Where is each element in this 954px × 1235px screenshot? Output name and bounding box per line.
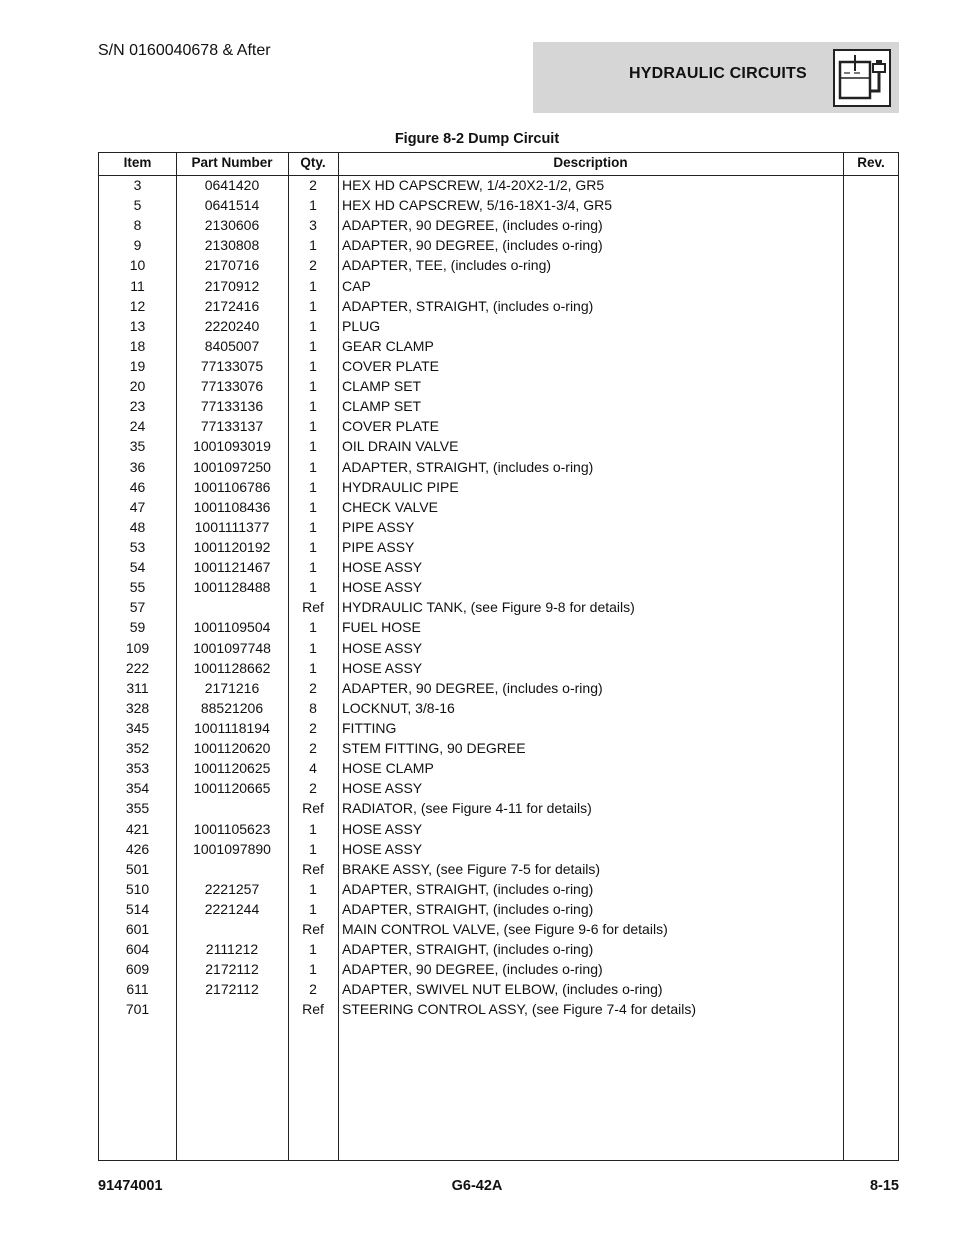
cell-qty: 1: [309, 639, 317, 656]
table-row: [99, 197, 898, 217]
table-row: [99, 438, 898, 458]
cell-description: HOSE ASSY: [342, 820, 423, 837]
cell-part-number: 1001097890: [193, 840, 271, 857]
cell-qty: 2: [309, 257, 317, 274]
cell-item: 355: [125, 800, 150, 817]
cell-qty: 1: [309, 900, 317, 917]
cell-description: BRAKE ASSY, (see Figure 7-5 for details): [342, 860, 601, 877]
cell-item: 353: [125, 760, 150, 777]
cell-item: 53: [129, 538, 146, 555]
hydraulic-tank-icon: [833, 49, 891, 107]
cell-qty: 1: [309, 518, 317, 535]
cell-qty: 2: [309, 719, 317, 736]
cell-qty: 8: [309, 699, 317, 716]
cell-item: 328: [125, 699, 150, 716]
cell-description: HOSE ASSY: [342, 840, 423, 857]
table-row: [99, 237, 898, 257]
cell-part-number: 77133137: [200, 418, 264, 435]
cell-description: MAIN CONTROL VALVE, (see Figure 9-6 for details): [342, 921, 668, 938]
cell-part-number: 1001120625: [193, 760, 271, 777]
cell-description: PLUG: [342, 317, 381, 334]
cell-part-number: 1001097748: [193, 639, 271, 656]
cell-part-number: 2172416: [204, 297, 260, 314]
cell-part-number: 1001120192: [193, 538, 271, 555]
table-row: [99, 981, 898, 1001]
cell-description: CLAMP SET: [342, 398, 422, 415]
cell-item: 9: [133, 237, 142, 254]
cell-qty: 1: [309, 237, 317, 254]
cell-description: ADAPTER, STRAIGHT, (includes o-ring): [342, 880, 594, 897]
cell-qty: 1: [309, 357, 317, 374]
cell-item: 55: [129, 579, 146, 596]
cell-description: ADAPTER, STRAIGHT, (includes o-ring): [342, 941, 594, 958]
table-row: [99, 881, 898, 901]
cell-item: 36: [129, 458, 146, 475]
cell-description: ADAPTER, STRAIGHT, (includes o-ring): [342, 297, 594, 314]
cell-part-number: 1001128662: [193, 659, 271, 676]
cell-description: CLAMP SET: [342, 378, 422, 395]
cell-item: 510: [125, 880, 150, 897]
table-row: [99, 599, 898, 619]
cell-item: 57: [129, 599, 146, 616]
table-row: [99, 418, 898, 438]
cell-part-number: 2172112: [205, 981, 259, 998]
cell-qty: 2: [309, 780, 317, 797]
table-body: [99, 177, 898, 1022]
parts-table: [98, 152, 899, 1161]
table-row: [99, 680, 898, 700]
table-row: [99, 660, 898, 680]
table-row: [99, 217, 898, 237]
cell-qty: 1: [309, 840, 317, 857]
table-row: [99, 398, 898, 418]
cell-qty: 1: [309, 337, 317, 354]
table-row: [99, 921, 898, 941]
cell-item: 12: [129, 297, 146, 314]
table-row: [99, 800, 898, 820]
table-row: [99, 338, 898, 358]
table-row: [99, 318, 898, 338]
cell-item: 514: [125, 900, 150, 917]
cell-description: HOSE ASSY: [342, 780, 423, 797]
cell-part-number: 0641420: [204, 177, 260, 193]
cell-description: HOSE ASSY: [342, 559, 423, 576]
cell-item: 601: [125, 921, 150, 938]
cell-part-number: 1001109504: [193, 619, 271, 636]
cell-description: HYDRAULIC TANK, (see Figure 9-8 for details): [342, 599, 635, 616]
table-row: [99, 1001, 898, 1021]
cell-part-number: 1001097250: [193, 458, 271, 475]
cell-description: ADAPTER, STRAIGHT, (includes o-ring): [342, 458, 594, 475]
cell-description: STEERING CONTROL ASSY, (see Figure 7-4 for details): [342, 1001, 697, 1018]
cell-qty: 1: [309, 277, 317, 294]
cell-part-number: 2171216: [204, 679, 260, 696]
cell-item: 47: [129, 498, 146, 515]
table-row: [99, 459, 898, 479]
table-row: [99, 640, 898, 660]
table-row: [99, 941, 898, 961]
cell-part-number: 1001108436: [193, 498, 271, 515]
cell-qty: 1: [309, 478, 317, 495]
cell-description: ADAPTER, SWIVEL NUT ELBOW, (includes o-ring): [342, 981, 663, 998]
cell-description: HOSE ASSY: [342, 579, 423, 596]
cell-item: 3: [133, 177, 142, 193]
cell-description: PIPE ASSY: [342, 518, 415, 535]
cell-part-number: 2111212: [205, 941, 259, 958]
cell-item: 54: [129, 559, 146, 576]
cell-item: 18: [129, 337, 146, 354]
cell-description: HOSE ASSY: [342, 659, 423, 676]
cell-qty: 1: [309, 197, 317, 214]
cell-description: COVER PLATE: [342, 418, 439, 435]
cell-item: 501: [125, 860, 150, 877]
cell-qty: 1: [309, 619, 317, 636]
cell-part-number: 2170912: [204, 277, 260, 294]
cell-description: ADAPTER, 90 DEGREE, (includes o-ring): [342, 237, 603, 254]
cell-description: CAP: [342, 277, 371, 294]
cell-item: 24: [129, 418, 146, 435]
cell-part-number: 1001120620: [193, 740, 271, 757]
cell-item: 46: [129, 478, 146, 495]
table-row: [99, 278, 898, 298]
cell-qty: 1: [309, 880, 317, 897]
cell-qty: 1: [309, 579, 317, 596]
table-row: [99, 780, 898, 800]
cell-description: ADAPTER, STRAIGHT, (includes o-ring): [342, 900, 594, 917]
cell-qty: 1: [309, 820, 317, 837]
footer-page-number: 8-15: [869, 1178, 899, 1194]
cell-qty: 1: [309, 458, 317, 475]
cell-qty: 1: [309, 498, 317, 515]
cell-description: HOSE ASSY: [342, 639, 423, 656]
footer-model: G6-42A: [451, 1178, 503, 1194]
cell-item: 10: [129, 257, 146, 274]
footer-doc-number: 91474001: [98, 1178, 163, 1194]
cell-item: 23: [129, 398, 146, 415]
cell-part-number: 77133076: [200, 378, 264, 395]
cell-description: ADAPTER, 90 DEGREE, (includes o-ring): [342, 961, 603, 978]
cell-qty: 2: [309, 679, 317, 696]
cell-part-number: 2172112: [205, 961, 259, 978]
cell-item: 354: [125, 780, 150, 797]
cell-item: 59: [129, 619, 146, 636]
cell-qty: 2: [309, 981, 317, 998]
cell-part-number: 2221257: [204, 880, 260, 897]
cell-description: RADIATOR, (see Figure 4-11 for details): [342, 800, 592, 817]
table-row: [99, 298, 898, 318]
cell-description: GEAR CLAMP: [342, 337, 434, 354]
table-row: [99, 720, 898, 740]
cell-description: HEX HD CAPSCREW, 5/16-18X1-3/4, GR5: [342, 197, 612, 214]
cell-description: PIPE ASSY: [342, 538, 415, 555]
cell-part-number: 8405007: [204, 337, 260, 354]
cell-qty: Ref: [302, 1001, 324, 1018]
cell-qty: 4: [309, 760, 317, 777]
cell-item: 609: [125, 961, 150, 978]
cell-qty: Ref: [302, 860, 324, 877]
cell-description: OIL DRAIN VALVE: [342, 438, 459, 455]
cell-qty: 3: [309, 217, 317, 234]
cell-description: LOCKNUT, 3/8-16: [342, 699, 455, 716]
header-part-number: Part Number: [191, 155, 273, 170]
cell-item: 13: [129, 317, 146, 334]
cell-part-number: 2221244: [204, 900, 260, 917]
cell-part-number: 1001106786: [193, 478, 271, 495]
table-row: [99, 559, 898, 579]
cell-description: ADAPTER, 90 DEGREE, (includes o-ring): [342, 679, 603, 696]
cell-qty: 1: [309, 941, 317, 958]
table-row: [99, 378, 898, 398]
cell-qty: 1: [309, 961, 317, 978]
header-item: Item: [123, 155, 152, 170]
cell-part-number: 2220240: [204, 317, 260, 334]
cell-description: HEX HD CAPSCREW, 1/4-20X2-1/2, GR5: [342, 177, 605, 193]
cell-qty: 1: [309, 538, 317, 555]
table-row: [99, 760, 898, 780]
table-row: [99, 901, 898, 921]
cell-part-number: 0641514: [204, 197, 260, 214]
table-row: [99, 579, 898, 599]
cell-description: STEM FITTING, 90 DEGREE: [342, 740, 526, 757]
cell-part-number: 1001128488: [193, 579, 271, 596]
cell-item: 421: [125, 820, 150, 837]
figure-title: Figure 8-2 Dump Circuit: [394, 131, 560, 147]
cell-description: ADAPTER, 90 DEGREE, (includes o-ring): [342, 217, 603, 234]
table-row: [99, 961, 898, 981]
cell-description: ADAPTER, TEE, (includes o-ring): [342, 257, 552, 274]
section-title: HYDRAULIC CIRCUITS: [629, 65, 807, 82]
cell-qty: 1: [309, 659, 317, 676]
cell-part-number: 1001118194: [194, 719, 270, 736]
cell-description: HYDRAULIC PIPE: [342, 478, 459, 495]
cell-part-number: 1001111377: [194, 518, 270, 535]
table-row: [99, 821, 898, 841]
cell-part-number: 1001121467: [193, 559, 271, 576]
header-qty: Qty.: [300, 155, 326, 170]
cell-qty: 1: [309, 398, 317, 415]
table-row: [99, 619, 898, 639]
cell-item: 604: [125, 941, 150, 958]
table-row: [99, 519, 898, 539]
table-row: [99, 358, 898, 378]
cell-item: 19: [129, 357, 146, 374]
cell-item: 352: [125, 740, 150, 757]
cell-qty: 1: [309, 418, 317, 435]
cell-item: 701: [125, 1001, 150, 1018]
table-row: [99, 177, 898, 197]
table-row: [99, 499, 898, 519]
cell-item: 222: [125, 659, 150, 676]
header-rev: Rev.: [857, 155, 885, 170]
cell-part-number: 2130606: [204, 217, 260, 234]
cell-item: 611: [126, 981, 149, 998]
cell-qty: Ref: [302, 921, 324, 938]
cell-description: FUEL HOSE: [342, 619, 421, 636]
cell-qty: Ref: [302, 599, 324, 616]
header-description: Description: [553, 155, 628, 170]
serial-number-range: S/N 0160040678 & After: [98, 42, 271, 59]
cell-qty: 1: [309, 559, 317, 576]
cell-item: 426: [125, 840, 150, 857]
table-row: [99, 740, 898, 760]
table-row: [99, 861, 898, 881]
table-row: [99, 841, 898, 861]
cell-item: 5: [133, 197, 142, 214]
cell-qty: Ref: [302, 800, 324, 817]
cell-qty: 1: [309, 297, 317, 314]
cell-qty: 2: [309, 177, 317, 193]
cell-description: HOSE CLAMP: [342, 760, 434, 777]
cell-part-number: 2130808: [204, 237, 260, 254]
section-header: [533, 42, 899, 113]
cell-part-number: 1001120665: [193, 780, 271, 797]
cell-part-number: 77133075: [200, 357, 264, 374]
cell-qty: 2: [309, 740, 317, 757]
cell-qty: 1: [309, 378, 317, 395]
cell-item: 109: [125, 639, 150, 656]
table-row: [99, 479, 898, 499]
cell-qty: 1: [309, 438, 317, 455]
cell-item: 345: [125, 719, 150, 736]
cell-part-number: 2170716: [204, 257, 260, 274]
cell-item: 11: [130, 277, 145, 294]
cell-item: 35: [129, 438, 146, 455]
table-row: [99, 257, 898, 277]
cell-description: CHECK VALVE: [342, 498, 438, 515]
cell-description: COVER PLATE: [342, 357, 439, 374]
cell-item: 48: [129, 518, 146, 535]
cell-item: 311: [126, 679, 149, 696]
cell-qty: 1: [309, 317, 317, 334]
cell-description: FITTING: [342, 719, 397, 736]
table-row: [99, 700, 898, 720]
cell-part-number: 1001093019: [193, 438, 271, 455]
cell-part-number: 1001105623: [193, 820, 271, 837]
cell-part-number: 77133136: [200, 398, 264, 415]
cell-item: 8: [133, 217, 142, 234]
cell-item: 20: [129, 378, 146, 395]
cell-part-number: 88521206: [200, 699, 264, 716]
table-row: [99, 539, 898, 559]
